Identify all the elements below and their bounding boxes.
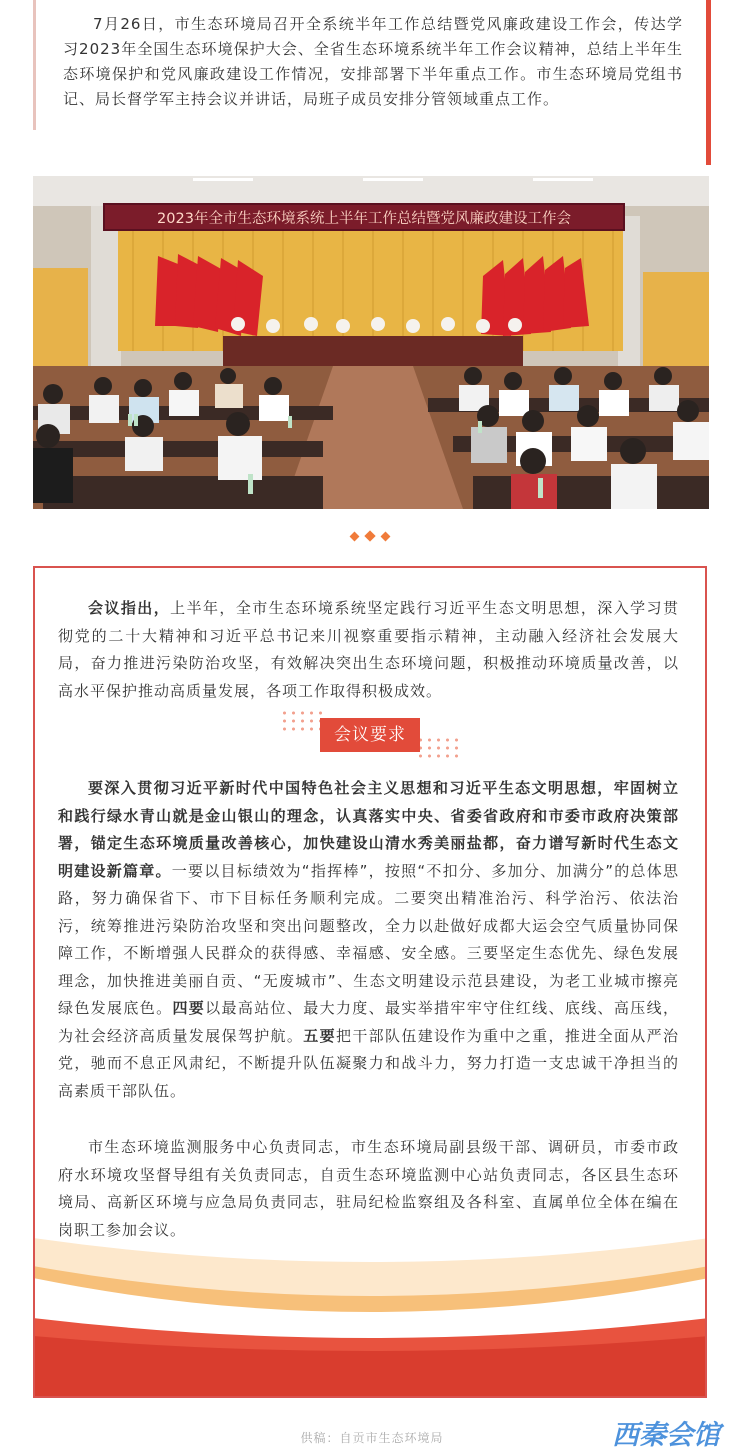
requirement-5-key: 五要	[303, 1026, 336, 1045]
section-header	[276, 705, 466, 765]
watermark-logo: 西秦会馆	[612, 1420, 720, 1451]
meeting-requirements-paragraph	[58, 775, 679, 1105]
requirement-3: 三要坚定生态优先、绿色发展理念，加快推进美丽自贡、“无废城市”、生态文明建设示范县建设，为老工业城市擦亮绿色发展底色。	[58, 944, 679, 1017]
frame-left-line	[33, 0, 36, 130]
photo-banner-text: 2023年全市生态环境系统上半年工作总结暨党风廉政建设工作会	[157, 211, 571, 227]
requirements-lead: 要深入贯彻习近平新时代中国特色社会主义思想和习近平生态文明思想，牢固树立和践行绿水青山就是金山银山的理念，认真落实中央、省委省政府和市委市政府决策部署，锚定生态环境质量改善核心，加快建设山清水秀美丽盐都，奋力谱写新时代生态文明建设新篇章。	[58, 779, 679, 880]
frame-right-bar	[706, 0, 711, 165]
requirement-5: 把干部队伍建设作为重中之重，推进全面从严治党，驰而不息正风肃纪，不断提升队伍凝聚力和战斗力，努力打造一支忠诚干净担当的高素质干部队伍。	[58, 1026, 679, 1100]
paragraph-lead: 会议指出，	[88, 599, 171, 617]
intro-paragraph: 7月26日，市生态环境局召开全系统半年工作总结暨党风廉政建设工作会，传达学习2023年全国生态环境保护大会、全省生态环境系统半年工作会议精神，总结上半年生态环境保护和党风廉政建设工作情况，安排部署下半年重点工作。市生态环境局党组书记、局长督学军主持会议并讲话，局班子成员安排分管领域重点工作。	[63, 15, 683, 108]
diamond-icon	[350, 532, 360, 542]
diamond-icon	[364, 530, 375, 541]
requirement-2: 二要突出精准治污、科学治污、依法治污，统筹推进污染防治攻坚和突出问题整改，全力以赴做好成都大运会空气质量协同保障工作，不断增强人民群众的获得感、幸福感、安全感。	[58, 889, 679, 962]
conference-photo	[33, 176, 709, 509]
requirement-4: 以最高站位、最大力度、最实举措牢牢守住红线、底线、高压线，为社会经济高质量发展保驾护航。	[58, 999, 679, 1045]
attendees-paragraph: 市生态环境监测服务中心负责同志，市生态环境局副县级干部、调研员，市委市政府水环境攻坚督导组有关负责同志，自贡生态环境监测中心站负责同志，各区县生态环境局、高新区环境与应急局负责同志，驻局纪检监察组及各科室、直属单位全体在编在岗职工参加会议。	[58, 1138, 679, 1239]
section-badge: 会议要求	[320, 718, 420, 752]
meeting-points-paragraph	[58, 595, 679, 705]
source-credit: 供稿：自贡市生态环境局	[300, 1431, 444, 1445]
diamond-icon	[381, 532, 391, 542]
requirement-1: 一要以目标绩效为“指挥棒”，按照“不扣分、多加分、加满分”的总体思路，努力确保省下、市下目标任务顺利完成。	[58, 861, 679, 907]
dot-pattern	[416, 736, 462, 760]
requirement-4-key: 四要	[172, 999, 206, 1017]
paragraph-body: 上半年，全市生态环境系统坚定践行习近平生态文明思想，深入学习贯彻党的二十大精神和习近平总书记来川视察重要指示精神，主动融入经济社会发展大局，奋力推进污染防治攻坚，有效解决突出生态环境问题，积极推动环境质量改善，以高水平保护推动高质量发展，各项工作取得积极成效。	[58, 599, 679, 700]
section-divider-diamonds	[351, 531, 391, 543]
